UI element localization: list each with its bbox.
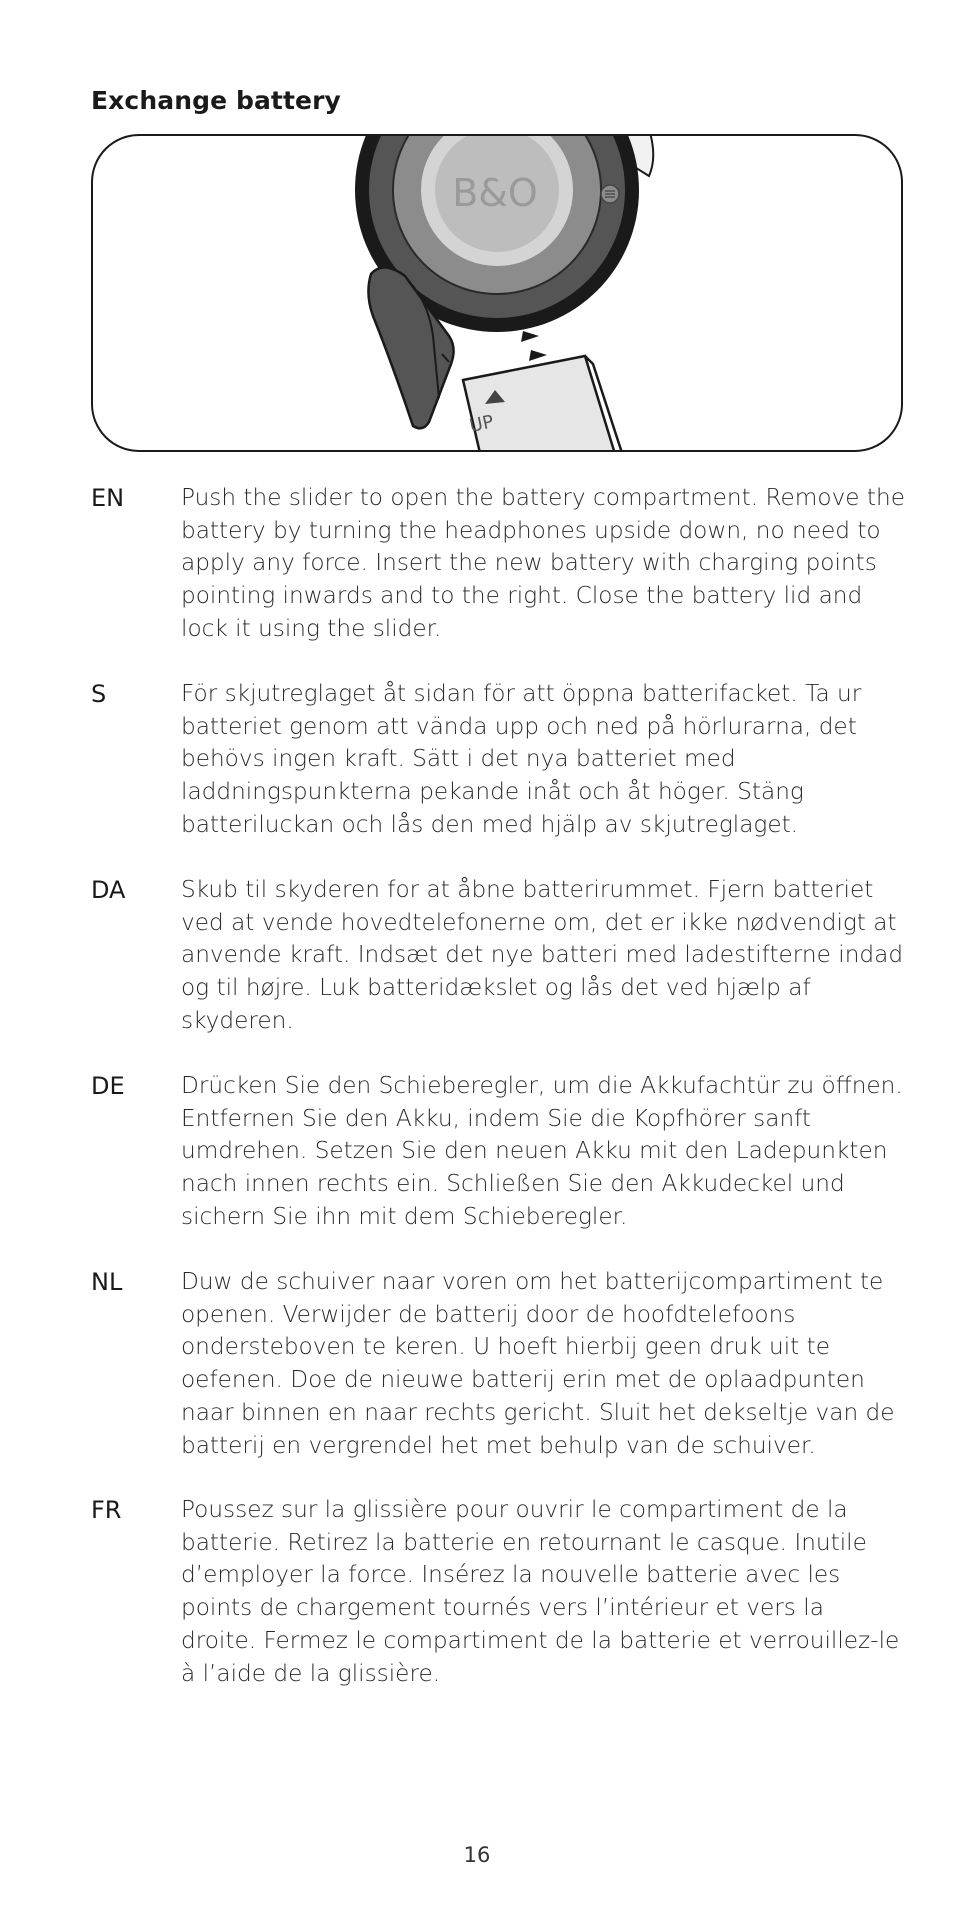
language-code: S bbox=[91, 680, 107, 708]
instruction-text: Duw de schuiver naar voren om het batterijcompartiment te openen. Verwijder de batterij door de hoofdtelefoons ondersteboven te keren. U hoeft hierbij geen druk uit te oefenen. Doe de nieuwe batterij erin met de oplaadpunten naar binnen en naar rechts gericht. Sluit het dekseltje van de batterij en vergrendel het met behulp van de schuiver. bbox=[181, 1268, 895, 1459]
language-code: EN bbox=[91, 484, 125, 512]
page-number: 16 bbox=[463, 1843, 491, 1867]
language-code: FR bbox=[91, 1496, 122, 1524]
language-code: DA bbox=[91, 876, 126, 904]
instruction-text: Poussez sur la glissière pour ouvrir le compartiment de la batterie. Retirez la batterie en retournant le casque. Inutile d’employer la force. Insérez la nouvelle batterie avec les points de chargement tournés vers l’intérieur et vers la droite. Fermez le compartiment de la batterie et verrouillez-le à l’aide de la glissière. bbox=[181, 1496, 900, 1687]
language-code: NL bbox=[91, 1268, 123, 1296]
bo-logo-text: B&O bbox=[452, 171, 538, 215]
arrow-shape-1 bbox=[521, 331, 539, 342]
battery-body-shape bbox=[463, 356, 615, 452]
headphone-battery-diagram bbox=[93, 136, 903, 452]
language-code: DE bbox=[91, 1072, 125, 1100]
instruction-text: Skub til skyderen for at åbne batterirummet. Fjern batteriet ved at vende hovedtelefonerne om, det er ikke nødvendigt at anvende kraft. Indsæt det nye batteri med ladestifterne indad og til højre. Luk batteridækslet og lås det ved hjælp af skyderen. bbox=[181, 876, 904, 1034]
instruction-text: Drücken Sie den Schieberegler, um die Akkufachtür zu öffnen. Entfernen Sie den Akku, indem Sie die Kopfhörer sanft umdrehen. Setzen Sie den neuen Akku mit den Ladepunkten nach innen rechts ein. Schließen Sie den Akkudeckel und sichern Sie ihn mit dem Schieberegler. bbox=[181, 1072, 903, 1230]
battery-illustration bbox=[91, 134, 903, 452]
instruction-text: För skjutreglaget åt sidan för att öppna batterifacket. Ta ur batteriet genom att vända upp och ned på hörlurarna, det behövs ingen kraft. Sätt i det nya batteriet med laddningspunkterna pekande inåt och åt höger. Stäng batteriluckan och lås den med hjälp av skjutreglaget. bbox=[181, 680, 862, 838]
instruction-text: Push the slider to open the battery compartment. Remove the battery by turning the headphones upside down, no need to apply any force. Insert the new battery with charging points pointing inwards and to the right. Close the battery lid and lock it using the slider. bbox=[181, 484, 905, 642]
page-title: Exchange battery bbox=[91, 86, 341, 115]
arrow-shape-2 bbox=[529, 350, 547, 361]
battery-up-label: UP bbox=[467, 411, 496, 437]
